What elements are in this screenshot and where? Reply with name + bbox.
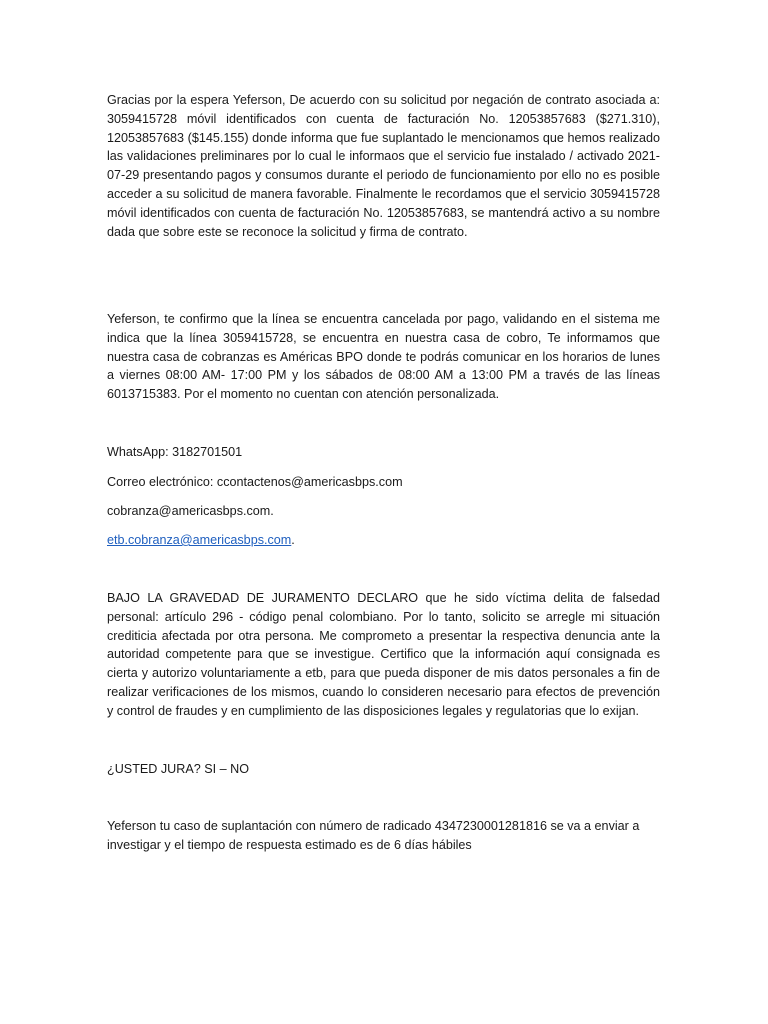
whatsapp-contact: WhatsApp: 3182701501 <box>107 445 243 459</box>
email-contact-etb <box>107 531 660 550</box>
paragraph-case-number: Yeferson tu caso de suplantación con número de radicado 4347230001281816 se va a enviar a investigar y el tiempo de respuesta estimado es de 6 días hábiles <box>107 819 640 852</box>
email-contact-primary: Correo electrónico: ccontactenos@americasbps.com <box>107 475 403 489</box>
email-link-suffix: . <box>291 533 295 547</box>
paragraph-sworn-declaration: BAJO LA GRAVEDAD DE JURAMENTO DECLARO que he sido víctima delita de falsedad personal: artículo 296 - código penal colombiano. Por lo tanto, solicito se arregle mi situación crediticia afectada por otra persona. Me comprometo a presentar la respectiva denuncia ante la autoridad competente para que se investigue. Certifico que la información aquí consignada es cierta y autorizo voluntariamente a etb, para que pueda disponer de mis datos personales a fin de realizar verificaciones de los mismos, cuando lo consideren necesario para efectos de prevención y control de fraudes y en cumplimiento de las disposiciones legales y regulatorias que lo exijan. <box>107 591 660 718</box>
sworn-question: ¿USTED JURA? SI – NO <box>107 762 250 776</box>
paragraph-contract-denial: Gracias por la espera Yeferson, De acuerdo con su solicitud por negación de contrato asociada a: 3059415728 móvil identificados con cuenta de facturación No. 12053857683 ($271.310), 12053857683 ($145.155) donde informa que fue suplantado le mencionamos que hemos realizado las validaciones preliminares por lo cual le informaos que el servicio fue instalado / activado 2021-07-29 presentando pagos y consumos durante el periodo de funcionamiento por ello no es posible acceder a su solicitud de manera favorable. Finalmente le recordamos que el servicio 3059415728 móvil identificados con cuenta de facturación No. 12053857683, se mantendrá activo a su nombre dada que sobre este se reconoce la solicitud y firma de contrato. <box>107 93 660 239</box>
email-contact-cobranza: cobranza@americasbps.com. <box>107 504 274 518</box>
etb-cobranza-email-link[interactable]: etb.cobranza@americasbps.com <box>107 533 292 547</box>
paragraph-line-cancelled: Yeferson, te confirmo que la línea se encuentra cancelada por pago, validando en el sistema me indica que la línea 3059415728, se encuentra en nuestra casa de cobro, Te informamos que nuestra casa de cobranzas es Américas BPO donde te podrás comunicar en los horarios de lunes a viernes 08:00 AM- 17:00 PM y los sábados de 08:00 AM a 13:00 PM a través de las líneas 6013715383. Por el momento no cuentan con atención personalizada. <box>107 312 660 402</box>
